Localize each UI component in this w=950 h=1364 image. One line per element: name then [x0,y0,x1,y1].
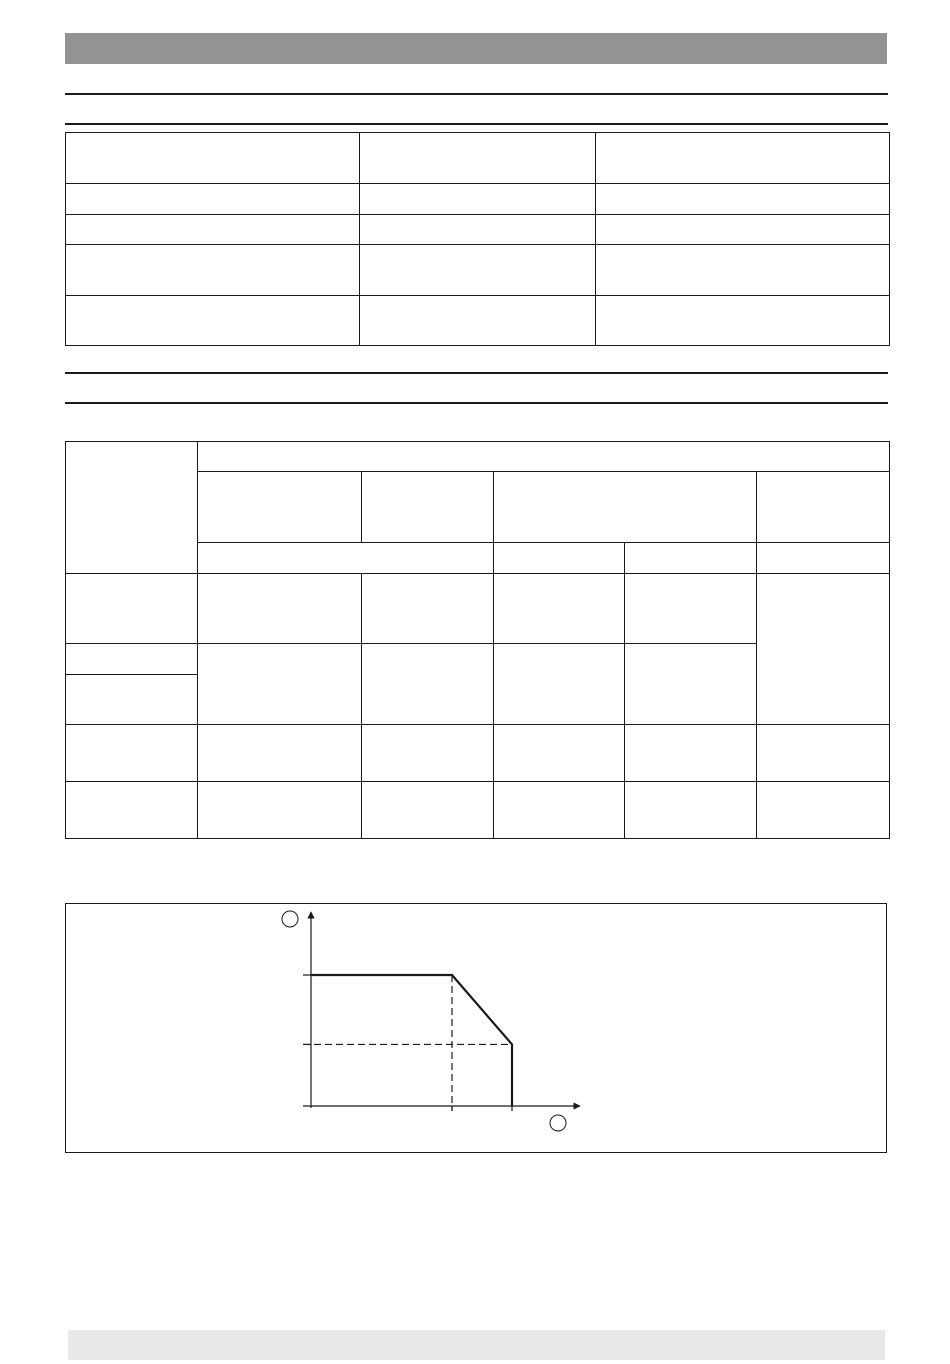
y-axis-marker-circle [282,911,298,927]
footer-bar [68,1330,885,1360]
x-axis-marker-circle [550,1115,566,1131]
series-line [311,975,512,1106]
